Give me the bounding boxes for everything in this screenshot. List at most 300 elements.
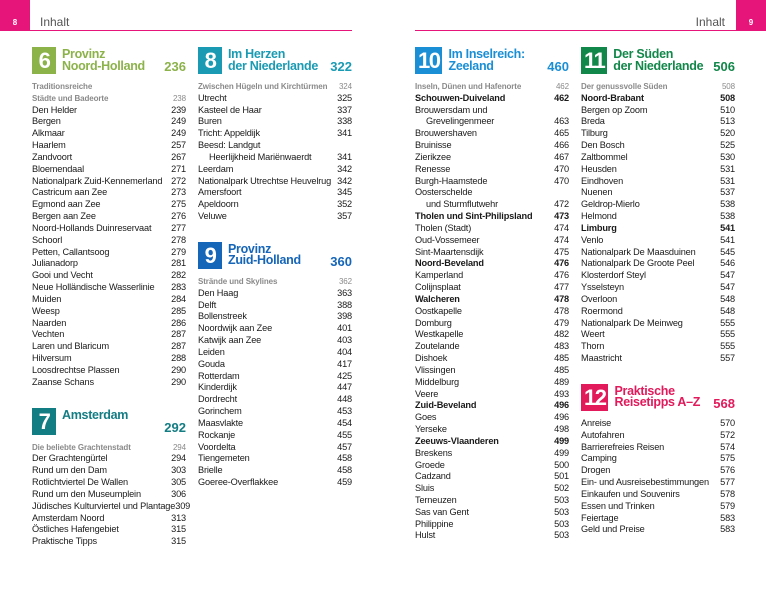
toc-entry-page: 499	[554, 447, 569, 458]
toc-entry[interactable]	[415, 164, 569, 176]
toc-entry[interactable]	[32, 536, 186, 548]
toc-entry[interactable]	[415, 152, 569, 164]
chapter-heading	[32, 408, 186, 442]
toc-entry-title: Einkaufen und Souvenirs	[581, 488, 680, 499]
chapter-title-line: Im Inselreich:	[448, 47, 525, 61]
toc-entry-page: 503	[554, 506, 569, 517]
toc-subheading[interactable]	[581, 81, 735, 93]
toc-entry[interactable]	[415, 187, 569, 199]
toc-entry[interactable]	[198, 140, 352, 152]
chapter-number-badge: 9	[198, 242, 222, 269]
toc-entry-title: Hulst	[415, 530, 436, 541]
toc-subheading[interactable]	[198, 276, 352, 288]
toc-entry-title: Venlo	[581, 234, 604, 245]
toc-entry[interactable]	[32, 329, 186, 341]
toc-entry-page: 403	[337, 335, 352, 346]
toc-entry-title: Städte und Badeorte	[32, 93, 109, 103]
toc-entry-title: Inseln, Dünen und Hafenorte	[415, 82, 522, 91]
chapter-page-number: 568	[713, 395, 735, 411]
toc-entry[interactable]	[581, 489, 735, 501]
toc-entry-page: 425	[337, 370, 352, 381]
toc-entry[interactable]	[415, 460, 569, 472]
right-page-number: 9	[748, 18, 754, 27]
toc-entry[interactable]	[415, 341, 569, 353]
toc-entry[interactable]	[198, 477, 352, 489]
chapter-title-line: Amsterdam	[62, 407, 129, 422]
toc-entry[interactable]	[32, 465, 186, 477]
toc-entry-page: 315	[171, 536, 186, 547]
toc-entry-page: 447	[337, 382, 352, 393]
toc-entry-title: Egmond aan Zee	[32, 199, 101, 210]
toc-entry[interactable]	[415, 105, 569, 117]
toc-entry-title: Nationalpark De Groote Peel	[581, 258, 695, 269]
toc-entry[interactable]	[32, 341, 186, 353]
toc-entry[interactable]	[32, 513, 186, 525]
toc-entry[interactable]	[415, 507, 569, 519]
toc-entry-title: Heusden	[581, 163, 617, 174]
toc-entry-title: Bollenstreek	[198, 311, 247, 322]
toc-entry[interactable]	[581, 152, 735, 164]
toc-entry[interactable]	[581, 199, 735, 211]
toc-entry[interactable]	[198, 311, 352, 323]
toc-entry-page: 279	[171, 246, 186, 257]
chapter-title	[62, 407, 129, 422]
toc-entry-title: Nationalpark De Maasduinen	[581, 246, 696, 257]
toc-entry-page: 525	[720, 140, 735, 151]
chapter-title	[613, 49, 703, 72]
toc-entry-page: 503	[554, 494, 569, 505]
toc-entry[interactable]	[32, 294, 186, 306]
toc-entry-page: 583	[720, 512, 735, 523]
toc-entry[interactable]	[415, 223, 569, 235]
toc-entry-page: 570	[720, 417, 735, 428]
toc-entry-page: 513	[720, 116, 735, 127]
toc-entry-page: 499	[554, 435, 569, 446]
toc-entry-page: 453	[337, 406, 352, 417]
toc-entry-title: Anreise	[581, 417, 612, 428]
toc-entry-page: 462	[554, 92, 569, 103]
toc-entry[interactable]	[415, 530, 569, 542]
toc-entry-page: 531	[720, 175, 735, 186]
toc-entry[interactable]	[198, 430, 352, 442]
toc-entry[interactable]	[415, 282, 569, 294]
toc-entry-title: Bergen aan Zee	[32, 211, 96, 222]
toc-entry-title: Autofahren	[581, 429, 625, 440]
toc-entry-page: 465	[554, 128, 569, 139]
toc-entry-page: 520	[720, 128, 735, 139]
toc-entry[interactable]	[415, 495, 569, 507]
toc-entry[interactable]	[32, 453, 186, 465]
toc-entry-page: 275	[171, 199, 186, 210]
toc-column-4	[581, 47, 735, 536]
toc-entry-page: 548	[720, 305, 735, 316]
toc-entry-page: 496	[554, 412, 569, 423]
toc-entry[interactable]	[32, 164, 186, 176]
toc-entry-page: 537	[720, 187, 735, 198]
toc-entry-title: Weert	[581, 329, 605, 340]
toc-entry[interactable]	[415, 400, 569, 412]
toc-entry-title: Zaltbommel	[581, 151, 628, 162]
toc-entry-page: 286	[171, 317, 186, 328]
toc-entry-page: 546	[720, 258, 735, 269]
toc-entry[interactable]	[32, 477, 186, 489]
toc-entry-title: Zaanse Schans	[32, 376, 94, 387]
toc-entry-title: Goes	[415, 412, 437, 423]
toc-entry[interactable]	[415, 258, 569, 270]
toc-entry[interactable]	[415, 211, 569, 223]
toc-entry[interactable]	[581, 453, 735, 465]
toc-entry[interactable]	[581, 282, 735, 294]
toc-entry-title: Philippine	[415, 518, 454, 529]
toc-entry-title: Apeldoorn	[198, 199, 239, 210]
toc-entry-title: Noord-Brabant	[581, 92, 644, 103]
toc-entry[interactable]	[32, 306, 186, 318]
toc-entry[interactable]	[32, 270, 186, 282]
toc-entry[interactable]	[415, 294, 569, 306]
toc-entry[interactable]	[32, 199, 186, 211]
toc-entry[interactable]	[32, 377, 186, 389]
toc-entry[interactable]	[415, 483, 569, 495]
toc-entry-title: Leiden	[198, 346, 225, 357]
chapter-number-badge: 7	[32, 408, 56, 435]
toc-entry-title: Vlissingen	[415, 364, 456, 375]
left-page-number-block	[0, 0, 30, 31]
toc-entry[interactable]	[581, 235, 735, 247]
toc-entry[interactable]	[581, 164, 735, 176]
toc-entry-title: Drogen	[581, 465, 611, 476]
toc-entry-page: 547	[720, 282, 735, 293]
toc-entry[interactable]	[32, 128, 186, 140]
toc-entry-title: Rund um den Museumplein	[32, 488, 141, 499]
toc-entry[interactable]	[32, 318, 186, 330]
toc-entry[interactable]	[198, 335, 352, 347]
toc-entry-title: Eindhoven	[581, 175, 624, 186]
toc-entry[interactable]	[581, 465, 735, 477]
toc-entry[interactable]	[198, 359, 352, 371]
toc-entry-page: 557	[720, 353, 735, 364]
toc-entry-page: 474	[554, 222, 569, 233]
toc-entry-page: 341	[337, 151, 352, 162]
toc-entry[interactable]	[415, 377, 569, 389]
toc-entry[interactable]	[198, 453, 352, 465]
toc-entry[interactable]	[415, 247, 569, 259]
toc-entry[interactable]	[198, 442, 352, 454]
toc-entry-page: 493	[554, 388, 569, 399]
toc-entry-page: 282	[171, 270, 186, 281]
toc-entry-title: Breskens	[415, 447, 453, 458]
toc-entry-title: Utrecht	[198, 92, 227, 103]
toc-entry[interactable]	[32, 235, 186, 247]
toc-entry[interactable]	[415, 306, 569, 318]
toc-entry[interactable]	[198, 323, 352, 335]
toc-entry-page: 459	[337, 477, 352, 488]
toc-entry-title: Nuenen	[581, 187, 613, 198]
toc-entry[interactable]	[581, 477, 735, 489]
toc-column-2	[198, 47, 352, 489]
toc-entry[interactable]	[415, 270, 569, 282]
toc-entry[interactable]	[581, 105, 735, 117]
toc-entry[interactable]	[32, 176, 186, 188]
toc-entry[interactable]	[581, 176, 735, 188]
toc-entry[interactable]	[198, 128, 352, 140]
toc-entry[interactable]	[32, 211, 186, 223]
toc-entry[interactable]	[581, 318, 735, 330]
toc-entry[interactable]	[415, 365, 569, 377]
toc-entry[interactable]	[198, 418, 352, 430]
toc-entry-page: 500	[554, 459, 569, 470]
toc-entry[interactable]	[581, 247, 735, 259]
toc-entry[interactable]	[581, 270, 735, 282]
toc-entry[interactable]	[32, 489, 186, 501]
toc-entry[interactable]	[32, 247, 186, 259]
toc-entry-page: 294	[172, 442, 186, 452]
toc-entry[interactable]	[415, 353, 569, 365]
toc-entry-page: 538	[720, 211, 735, 222]
toc-entry-page: 579	[720, 500, 735, 511]
toc-entry[interactable]	[198, 152, 352, 164]
toc-entry-page: 463	[554, 116, 569, 127]
toc-entry-title: Dishoek	[415, 353, 448, 364]
toc-entry-page: 545	[720, 246, 735, 257]
toc-entry[interactable]	[198, 199, 352, 211]
toc-entry-title: Bergen op Zoom	[581, 104, 648, 115]
toc-entry-title: Hilversum	[32, 353, 72, 364]
toc-entry-title: Helmond	[581, 211, 617, 222]
toc-entry[interactable]	[581, 329, 735, 341]
toc-entry[interactable]	[581, 211, 735, 223]
toc-entry[interactable]	[581, 140, 735, 152]
toc-entry[interactable]	[198, 176, 352, 188]
toc-entry[interactable]	[198, 394, 352, 406]
toc-entry-page: 503	[554, 518, 569, 529]
toc-entry[interactable]	[198, 93, 352, 105]
toc-entry[interactable]	[198, 187, 352, 199]
toc-subheading[interactable]	[198, 81, 352, 93]
toc-entry-title: Tiengemeten	[198, 453, 250, 464]
toc-entry[interactable]	[415, 93, 569, 105]
chapter-heading	[198, 47, 352, 81]
toc-entry-title: Groede	[415, 459, 445, 470]
toc-entry-title: Burgh-Haamstede	[415, 175, 488, 186]
toc-entry[interactable]	[415, 424, 569, 436]
toc-entry-page: 467	[554, 151, 569, 162]
toc-entry-title: Kamperland	[415, 270, 464, 281]
right-running-title: Inhalt	[695, 15, 725, 29]
toc-entry[interactable]	[415, 389, 569, 401]
toc-entry-title: Gouda	[198, 358, 225, 369]
toc-entry-title: Der Grachtengürtel	[32, 453, 108, 464]
toc-entry[interactable]	[32, 140, 186, 152]
toc-entry-page: 583	[720, 524, 735, 535]
toc-entry-title: Amsterdam Noord	[32, 512, 105, 523]
toc-entry[interactable]	[198, 347, 352, 359]
toc-entry[interactable]	[581, 430, 735, 442]
toc-entry-title: Nationalpark Utrechtse Heuvelrug	[198, 175, 332, 186]
toc-entry-title: Zoutelande	[415, 341, 460, 352]
toc-entry-title: Renesse	[415, 163, 451, 174]
toc-entry[interactable]	[415, 448, 569, 460]
toc-entry[interactable]	[32, 105, 186, 117]
toc-entry-page: 538	[720, 199, 735, 210]
toc-entry-page: 401	[337, 323, 352, 334]
chapter-title	[228, 241, 301, 268]
toc-entry-title: Naarden	[32, 317, 67, 328]
toc-entry[interactable]	[198, 116, 352, 128]
toc-entry-page: 503	[554, 530, 569, 541]
toc-entry-page: 477	[554, 282, 569, 293]
toc-entry-page: 290	[171, 364, 186, 375]
toc-entry-page: 267	[171, 151, 186, 162]
toc-entry-page: 388	[337, 299, 352, 310]
toc-entry[interactable]	[198, 371, 352, 383]
toc-entry[interactable]	[581, 93, 735, 105]
toc-entry-page: 483	[554, 341, 569, 352]
toc-entry[interactable]	[32, 223, 186, 235]
toc-entry[interactable]	[581, 341, 735, 353]
toc-entry-page: 309	[175, 500, 191, 511]
toc-entry-title: Sint-Maartensdijk	[415, 246, 484, 257]
toc-entry[interactable]	[32, 152, 186, 164]
toc-entry-title: Loosdrechtse Plassen	[32, 364, 120, 375]
toc-entry[interactable]	[581, 501, 735, 513]
toc-entry[interactable]	[32, 500, 191, 513]
toc-entry-title: Katwijk aan Zee	[198, 335, 262, 346]
toc-entry-page: 278	[171, 234, 186, 245]
toc-entry-page: 555	[720, 341, 735, 352]
toc-entry-title: Noordwijk aan Zee	[198, 323, 273, 334]
toc-entry[interactable]	[415, 176, 569, 188]
toc-entry[interactable]	[415, 471, 569, 483]
toc-entry[interactable]	[198, 406, 352, 418]
toc-entry[interactable]	[581, 418, 735, 430]
toc-entry-page: 530	[720, 151, 735, 162]
toc-subheading[interactable]	[32, 93, 186, 105]
toc-entry[interactable]	[198, 382, 352, 394]
chapter-heading	[581, 47, 735, 81]
toc-entry[interactable]	[415, 128, 569, 140]
toc-entry[interactable]	[32, 282, 186, 294]
chapter-number-badge: 11	[581, 47, 607, 74]
toc-entry-page: 489	[554, 376, 569, 387]
toc-entry-page: 455	[337, 429, 352, 440]
toc-entry[interactable]	[581, 442, 735, 454]
toc-entry-title: Zuid-Beveland	[415, 400, 477, 411]
right-page-number-block	[736, 0, 766, 31]
toc-entry[interactable]	[581, 116, 735, 128]
toc-entry[interactable]	[32, 116, 186, 128]
toc-entry[interactable]	[581, 353, 735, 365]
toc-entry-title: Brielle	[198, 465, 223, 476]
toc-entry[interactable]	[415, 235, 569, 247]
toc-entry-title: Yerseke	[415, 424, 447, 435]
toc-entry[interactable]	[415, 412, 569, 424]
toc-entry-title: Buren	[198, 116, 222, 127]
toc-entry-page: 458	[337, 465, 352, 476]
toc-entry-title: Maasvlakte	[198, 417, 243, 428]
toc-entry[interactable]	[581, 187, 735, 199]
chapter-title-line: Provinz	[228, 241, 272, 256]
toc-entry-page: 284	[171, 293, 186, 304]
toc-entry-page: 576	[720, 465, 735, 476]
toc-entry-page: 475	[554, 246, 569, 257]
toc-entry-page: 342	[337, 175, 352, 186]
toc-entry[interactable]	[198, 211, 352, 223]
toc-entry[interactable]	[581, 294, 735, 306]
toc-entry-title: Gooi und Vecht	[32, 270, 93, 281]
toc-entry-page: 288	[171, 353, 186, 364]
toc-entry-title: Östliches Hafengebiet	[32, 524, 119, 535]
toc-entry-page: 345	[337, 187, 352, 198]
toc-entry-title: Klosterdorf Steyl	[581, 270, 646, 281]
toc-entry-title: Rotlichtviertel De Wallen	[32, 477, 128, 488]
toc-entry-page: 448	[337, 394, 352, 405]
toc-entry-title: Zierikzee	[415, 151, 451, 162]
chapter-title	[62, 49, 145, 72]
toc-entry[interactable]	[581, 223, 735, 235]
toc-entry[interactable]	[415, 519, 569, 531]
toc-entry[interactable]	[581, 128, 735, 140]
left-page-number: 8	[12, 18, 18, 27]
toc-subheading[interactable]	[415, 81, 569, 93]
toc-entry[interactable]	[581, 524, 735, 536]
toc-entry[interactable]	[32, 353, 186, 365]
toc-entry[interactable]	[581, 513, 735, 525]
toc-entry[interactable]	[415, 140, 569, 152]
toc-entry-page: 398	[337, 311, 352, 322]
chapter-number-badge: 12	[581, 384, 608, 411]
toc-entry-title: Julianadorp	[32, 258, 78, 269]
toc-entry-title: Walcheren	[415, 293, 460, 304]
chapter-title	[614, 383, 701, 410]
toc-entry[interactable]	[415, 199, 569, 211]
toc-entry[interactable]	[198, 300, 352, 312]
toc-entry-page: 474	[554, 234, 569, 245]
toc-entry[interactable]	[32, 187, 186, 199]
toc-subheading[interactable]	[32, 442, 186, 454]
toc-entry-page: 272	[171, 175, 186, 186]
toc-entry[interactable]	[198, 105, 352, 117]
toc-entry[interactable]	[32, 524, 186, 536]
toc-entry[interactable]	[581, 258, 735, 270]
chapter-page-number: 360	[330, 253, 352, 269]
toc-entry-page: 404	[337, 346, 352, 357]
toc-entry[interactable]	[32, 258, 186, 270]
chapter-title	[228, 49, 318, 72]
toc-entry-title: Tilburg	[581, 128, 608, 139]
toc-entry[interactable]	[581, 306, 735, 318]
toc-entry[interactable]	[198, 465, 352, 477]
toc-entry-page: 257	[171, 140, 186, 151]
toc-entry-title: Delft	[198, 299, 217, 310]
toc-entry-title: Leerdam	[198, 163, 234, 174]
toc-subheading[interactable]	[32, 81, 186, 93]
chapter-number-badge: 6	[32, 47, 56, 74]
toc-entry-title: Den Helder	[32, 104, 77, 115]
toc-entry[interactable]	[415, 436, 569, 448]
toc-entry[interactable]	[415, 329, 569, 341]
toc-entry-page: 476	[554, 258, 569, 269]
toc-entry-title: Zeeuws-Vlaanderen	[415, 435, 499, 446]
toc-entry[interactable]	[198, 288, 352, 300]
toc-entry-page: 276	[171, 211, 186, 222]
toc-entry[interactable]	[415, 116, 569, 128]
toc-entry[interactable]	[198, 164, 352, 176]
toc-entry-title: Limburg	[581, 222, 617, 233]
toc-entry[interactable]	[32, 365, 186, 377]
toc-entry-page: 294	[171, 453, 186, 464]
toc-entry[interactable]	[415, 318, 569, 330]
toc-entry-page: 287	[171, 341, 186, 352]
